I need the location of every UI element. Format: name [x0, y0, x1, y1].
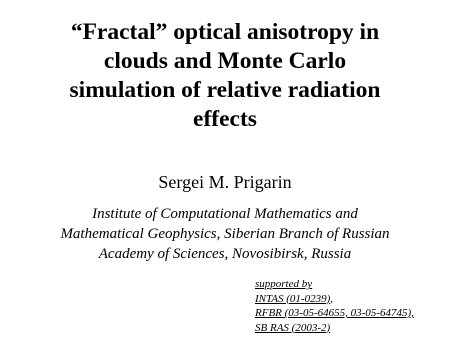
- funding-line-2: INTAS (01-0239),: [255, 292, 334, 305]
- affiliation-line-1: Institute of Computational Mathematics and: [92, 206, 358, 222]
- affiliation: [10, 204, 440, 264]
- title-line-4: effects: [193, 106, 257, 132]
- affiliation-line-3: Academy of Sciences, Novosibirsk, Russia: [98, 246, 352, 262]
- title-line-2: clouds and Monte Carlo: [103, 48, 347, 74]
- affiliation-line-2: Mathematical Geophysics, Siberian Branch of Russian: [60, 226, 390, 242]
- slide-title: [20, 18, 430, 134]
- funding-line-3: RFBR (03-05-64655, 03-05-64745),: [255, 307, 414, 319]
- funding-line-1: supported by: [255, 278, 313, 290]
- funding-line-4: SB RAS (2003-2): [255, 321, 331, 334]
- author-name: Sergei M. Prigarin: [158, 172, 292, 192]
- funding-note: [255, 277, 414, 335]
- title-line-3: simulation of relative radiation: [69, 77, 381, 103]
- title-line-1: “Fractal” optical anisotropy in: [70, 19, 380, 45]
